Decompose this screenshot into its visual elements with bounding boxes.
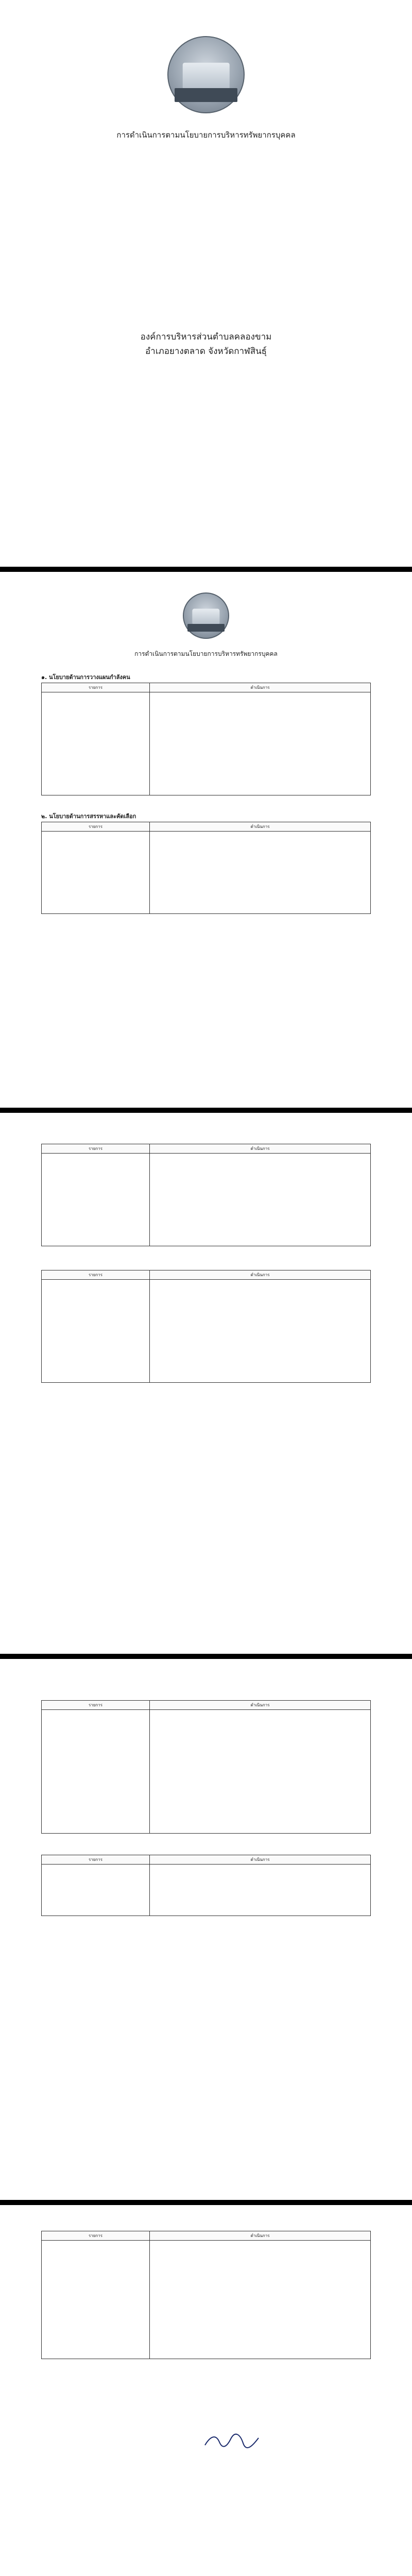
cover-page	[31, 0, 381, 567]
table-header-item: รายการ	[42, 1701, 150, 1710]
closing-paragraph	[41, 2401, 371, 2421]
page-separator	[0, 1108, 412, 1113]
policy-table	[41, 1270, 371, 1383]
policy-table	[41, 2231, 371, 2359]
cover-org-location: อำเภอยางตลาด จังหวัดกาฬสินธุ์	[145, 346, 267, 357]
cover-title: การดำเนินการตามนโยบายการบริหารทรัพยากรบุคคล	[116, 130, 296, 140]
table-cell-detail	[150, 1280, 371, 1383]
table-row	[42, 2241, 371, 2359]
table-cell-detail	[150, 1154, 371, 1246]
table-cell-detail	[150, 1865, 371, 1916]
table-header-item: รายการ	[42, 2231, 150, 2241]
table-row	[42, 1280, 371, 1383]
table-cell-detail	[150, 2241, 371, 2359]
table-header-action: ดำเนินการ	[150, 1270, 371, 1280]
table-cell-item	[42, 1865, 150, 1916]
table-cell-item	[42, 1280, 150, 1383]
page-2	[31, 572, 381, 1108]
table-header-action: ดำเนินการ	[150, 1855, 371, 1865]
table-cell-detail	[150, 692, 371, 795]
policy-table	[41, 822, 371, 914]
policy-table	[41, 1144, 371, 1246]
policy-table	[41, 1700, 371, 1834]
table-cell-detail	[150, 1710, 371, 1834]
table-row	[42, 832, 371, 914]
table-header-action: ดำเนินการ	[150, 683, 371, 692]
signature-image	[201, 2432, 263, 2450]
table-header-action: ดำเนินการ	[150, 2231, 371, 2241]
page-separator	[0, 2200, 412, 2205]
table-header-item: รายการ	[42, 822, 150, 832]
table-row	[42, 1154, 371, 1246]
table-row	[42, 1865, 371, 1916]
table-cell-item	[42, 1710, 150, 1834]
page-title: การดำเนินการตามนโยบายการบริหารทรัพยากรบุคคล	[134, 650, 278, 657]
table-cell-item	[42, 692, 150, 795]
table-header-item: รายการ	[42, 1855, 150, 1865]
page-5	[31, 2205, 381, 2576]
table-header-item: รายการ	[42, 1270, 150, 1280]
section-heading: ๑. นโยบายด้านการวางแผนกำลังคน	[41, 674, 130, 681]
table-header-action: ดำเนินการ	[150, 1701, 371, 1710]
page-3	[31, 1113, 381, 1654]
table-cell-item	[42, 832, 150, 914]
policy-table	[41, 683, 371, 795]
table-header-item: รายการ	[42, 1144, 150, 1154]
table-header-action: ดำเนินการ	[150, 1144, 371, 1154]
table-header-action: ดำเนินการ	[150, 822, 371, 832]
table-row	[42, 1710, 371, 1834]
page-separator	[0, 1654, 412, 1659]
page-4	[31, 1659, 381, 2200]
table-row	[42, 692, 371, 795]
table-cell-detail	[150, 832, 371, 914]
policy-table	[41, 1855, 371, 1916]
page-separator	[0, 567, 412, 572]
org-seal-logo	[167, 36, 245, 113]
section-heading: ๒. นโยบายด้านการสรรหาและคัดเลือก	[41, 813, 136, 820]
table-cell-item	[42, 2241, 150, 2359]
org-seal-logo	[183, 592, 229, 639]
cover-org-name: องค์การบริหารส่วนตำบลคลองขาม	[140, 332, 272, 342]
table-cell-item	[42, 1154, 150, 1246]
table-header-item: รายการ	[42, 683, 150, 692]
